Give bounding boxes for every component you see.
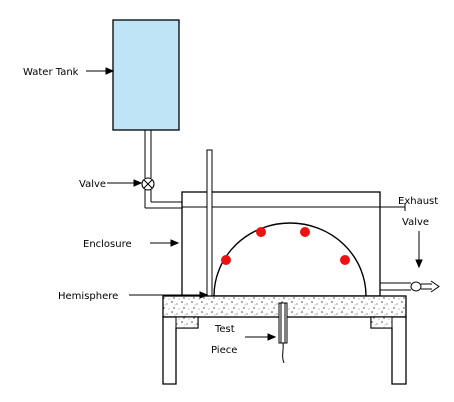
label-test: Test — [215, 324, 235, 335]
exhaust-pipe — [380, 281, 439, 292]
sensor-dot — [340, 255, 350, 265]
test-piece — [279, 303, 287, 363]
label-exhaust-valve: Valve — [402, 217, 430, 228]
label-valve: Valve — [79, 179, 107, 190]
sensor-dot — [256, 227, 266, 237]
vertical-rod — [207, 150, 212, 296]
label-exhaust: Exhaust — [398, 196, 439, 207]
label-piece: Piece — [211, 345, 238, 356]
sensor-dots — [221, 227, 350, 265]
sensor-dot — [300, 227, 310, 237]
valve-symbol — [142, 178, 154, 190]
label-water-tank: Water Tank — [23, 67, 79, 78]
label-hemisphere: Hemisphere — [58, 291, 119, 302]
sensor-dot — [221, 255, 231, 265]
supply-pipe — [145, 130, 182, 210]
water-tank — [113, 20, 179, 130]
label-enclosure: Enclosure — [83, 239, 132, 250]
